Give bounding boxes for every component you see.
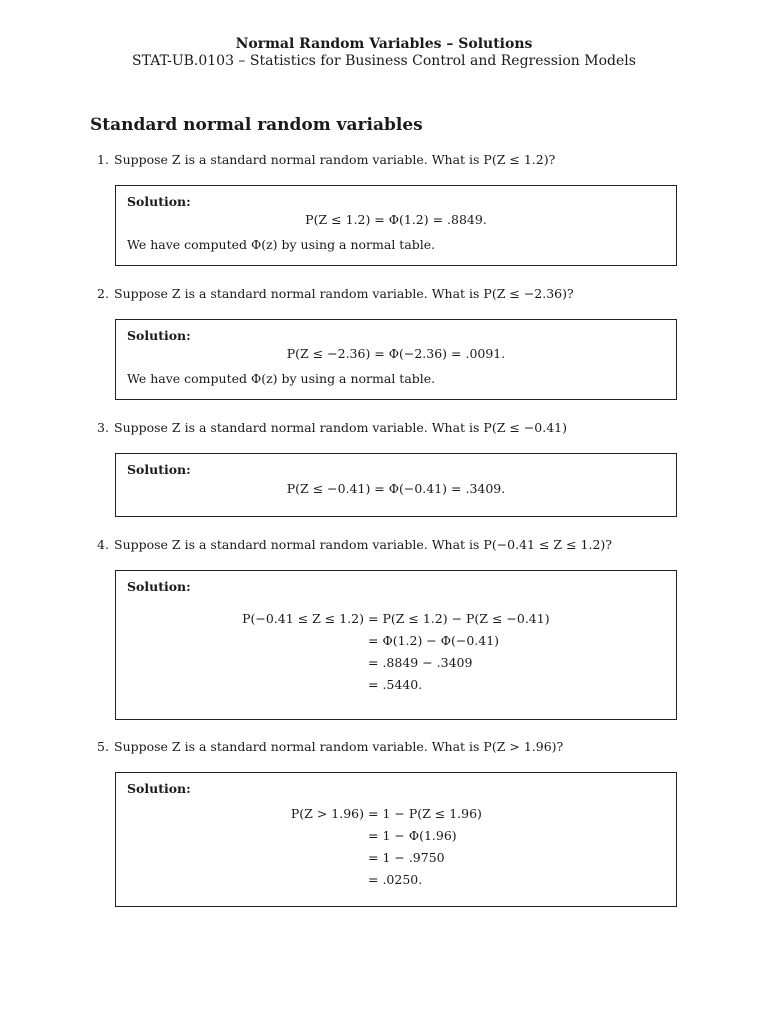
equation-line: = 1 − P(Z ≤ 1.96) (368, 806, 482, 821)
solution-note: We have computed Φ(z) by using a normal table. (127, 237, 436, 252)
question-4 (97, 537, 612, 553)
question-text: Suppose Z is a standard normal random variable. What is P(Z ≤ −0.41) (114, 420, 567, 435)
solution-equation: P(Z ≤ 1.2) = Φ(1.2) = .8849. (305, 212, 487, 227)
question-number: 1. (97, 152, 109, 167)
question-text: Suppose Z is a standard normal random variable. What is P(Z ≤ −2.36)? (114, 286, 574, 301)
solution-box-5 (115, 772, 677, 907)
question-text: Suppose Z is a standard normal random variable. What is P(Z ≤ 1.2)? (114, 152, 556, 167)
equation-line: = Φ(1.2) − Φ(−0.41) (368, 633, 500, 648)
question-number: 5. (97, 739, 109, 754)
equation-lhs: P(Z > 1.96) (290, 806, 364, 821)
solution-label: Solution: (127, 462, 191, 477)
question-number: 2. (97, 286, 109, 301)
question-5 (97, 739, 563, 755)
question-text: Suppose Z is a standard normal random variable. What is P(Z > 1.96)? (114, 739, 564, 754)
solution-box-2 (115, 319, 677, 400)
equation-line: = .5440. (368, 677, 423, 692)
solution-equation: P(Z ≤ −2.36) = Φ(−2.36) = .0091. (286, 346, 506, 361)
solution-label: Solution: (127, 194, 191, 209)
solution-box-4 (115, 570, 677, 720)
document-header (0, 36, 768, 70)
section-title: Standard normal random variables (90, 115, 423, 135)
question-number: 3. (97, 420, 109, 435)
question-2 (97, 286, 574, 302)
solution-label: Solution: (127, 781, 191, 796)
equation-line: = 1 − .9750 (368, 850, 445, 865)
question-number: 4. (97, 537, 109, 552)
solution-label: Solution: (127, 579, 191, 594)
document-subtitle: STAT-UB.0103 – Statistics for Business Control and Regression Models (132, 53, 636, 69)
solution-label: Solution: (127, 328, 191, 343)
equation-lhs: P(−0.41 ≤ Z ≤ 1.2) (242, 611, 364, 626)
solution-equation: P(Z ≤ −0.41) = Φ(−0.41) = .3409. (286, 481, 506, 496)
equation-line: = .8849 − .3409 (368, 655, 473, 670)
question-text: Suppose Z is a standard normal random variable. What is P(−0.41 ≤ Z ≤ 1.2)? (114, 537, 612, 552)
question-3 (97, 420, 567, 436)
solution-box-3 (115, 453, 677, 517)
equation-line: = 1 − Φ(1.96) (368, 828, 457, 843)
solution-box-1 (115, 185, 677, 266)
document-title: Normal Random Variables – Solutions (235, 36, 533, 52)
equation-line: = .0250. (368, 872, 423, 887)
solution-note: We have computed Φ(z) by using a normal table. (127, 371, 436, 386)
equation-line: = P(Z ≤ 1.2) − P(Z ≤ −0.41) (368, 611, 550, 626)
question-1 (97, 152, 555, 168)
aligned-equation (242, 608, 550, 696)
aligned-equation (290, 803, 482, 891)
